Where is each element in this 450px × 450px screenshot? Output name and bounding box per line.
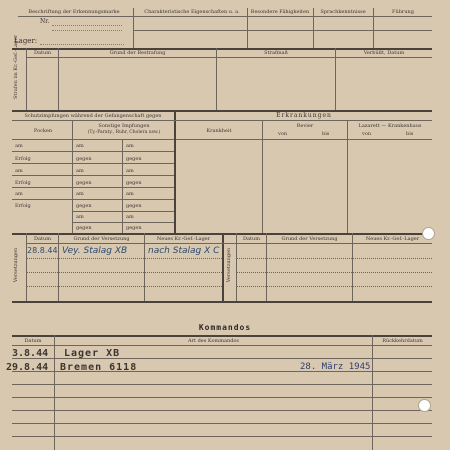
- pocken-row-2: Erfolg: [15, 156, 31, 162]
- versetzung-header-lager-left: Neues Kr.-Gef.-Lager: [156, 236, 211, 242]
- versetzung-header-grund-right: Grund der Versetzung: [281, 236, 338, 242]
- pocken-row-5: am: [15, 191, 23, 197]
- strafen-header-verbuesst: Verbüßt, Datum: [363, 50, 405, 56]
- kommando-row-2-datum: 29.8.44: [6, 362, 49, 373]
- header-sprachkenntnisse: Sprachkenntnisse: [320, 9, 366, 15]
- kommando-row-1-datum: 3.8.44: [12, 348, 49, 359]
- sonstige-b-row-5: am: [126, 191, 134, 197]
- versetzung-header-datum-left: Datum: [34, 236, 51, 242]
- punch-hole-top: [422, 227, 435, 240]
- strafen-header-grund: Grund der Bestrafung: [109, 50, 166, 56]
- kommandos-header-rueckkehr: Rückkehrdatum: [382, 338, 423, 344]
- kommandos-header-datum: Datum: [24, 338, 42, 344]
- impfungen-sonstige-sub: (Ty.-Paraty., Ruhr, Cholera usw.): [87, 130, 161, 135]
- erkrankungen-title: Erkrankungen: [276, 112, 332, 119]
- erkrankungen-krankheit: Krankheit: [206, 128, 232, 134]
- lazarett-von: von: [362, 131, 372, 137]
- pocken-row-6: Erfolg: [15, 203, 31, 209]
- versetzung-entry-grund: Vey. Stalag XB: [62, 246, 128, 256]
- versetzungen-side-label-left: Versetzungen: [13, 247, 19, 283]
- top-header-line: [18, 16, 432, 17]
- pocken-row-3: am: [15, 168, 23, 174]
- sonstige-a-row-4: gegen: [76, 180, 92, 186]
- erkrankungen-lazarett: Lazarett — Krankenhaus: [358, 123, 422, 129]
- kommandos-header-art: Art des Kommandos: [188, 338, 239, 344]
- header-erkennungsmarke: Beschriftung der Erkennungsmarke: [28, 9, 120, 15]
- strafen-side-label: Strafen im Kr.-Gef.-Lager: [13, 35, 19, 99]
- sonstige-b-row-6: gegen: [126, 203, 142, 209]
- top-mid-line: [133, 30, 432, 31]
- strafen-header-datum: Datum: [34, 50, 51, 56]
- versetzungen-side-label-right: Versetzungen: [226, 247, 232, 283]
- kommandos-title: Kommandos: [198, 323, 252, 332]
- impfungen-pocken: Pocken: [33, 128, 53, 134]
- sonstige-a-row-1: am: [76, 143, 84, 149]
- sonstige-a-row-6: gegen: [76, 203, 92, 209]
- pocken-row-1: am: [15, 143, 23, 149]
- erkrankungen-revier: Revier: [296, 123, 314, 129]
- sonstige-b-row-2: gegen: [126, 156, 142, 162]
- header-eigenschaften: Charakteristische Eigenschaften u. a.: [144, 9, 240, 15]
- impfungen-title: Schutzimpfungen während der Gefangenschaft gegen: [24, 113, 162, 119]
- nr-label: Nr.: [40, 18, 50, 25]
- pocken-row-4: Erfolg: [15, 180, 31, 186]
- sonstige-a-row-7: am: [76, 214, 84, 220]
- punch-hole-bottom: [418, 399, 431, 412]
- kommando-row-2-stamp: 28. März 1945: [300, 362, 371, 372]
- versetzung-entry-datum: 28.8.44: [27, 246, 58, 255]
- sonstige-a-row-5: am: [76, 191, 84, 197]
- versetzung-header-datum-right: Datum: [243, 236, 260, 242]
- impfungen-sonstige: Sonstige Impfungen: [98, 123, 150, 129]
- revier-bis: bis: [322, 131, 330, 137]
- kommando-row-2-art: Bremen 6118: [60, 362, 138, 373]
- strafen-header-strafmass: Strafmaß: [264, 50, 288, 56]
- sonstige-a-row-2: gegen: [76, 156, 92, 162]
- sonstige-a-row-3: am: [76, 168, 84, 174]
- sonstige-b-row-8: gegen: [126, 225, 142, 231]
- versetzung-header-lager-right: Neues Kr.-Gef.-Lager: [365, 236, 420, 242]
- versetzung-header-grund-left: Grund der Versetzung: [73, 236, 130, 242]
- sonstige-b-row-4: gegen: [126, 180, 142, 186]
- versetzung-entry-lager: nach Stalag X C: [148, 246, 220, 256]
- lazarett-bis: bis: [406, 131, 414, 137]
- revier-von: von: [278, 131, 288, 137]
- kommando-row-1-art: Lager XB: [64, 348, 121, 359]
- sonstige-b-row-3: am: [126, 168, 134, 174]
- sonstige-a-row-8: gegen: [76, 225, 92, 231]
- header-faehigkeiten: Besondere Fähigkeiten: [250, 9, 310, 15]
- sonstige-b-row-7: am: [126, 214, 134, 220]
- lager-label: Lager:: [14, 37, 38, 45]
- sonstige-b-row-1: am: [126, 143, 134, 149]
- header-fuehrung: Führung: [392, 9, 414, 15]
